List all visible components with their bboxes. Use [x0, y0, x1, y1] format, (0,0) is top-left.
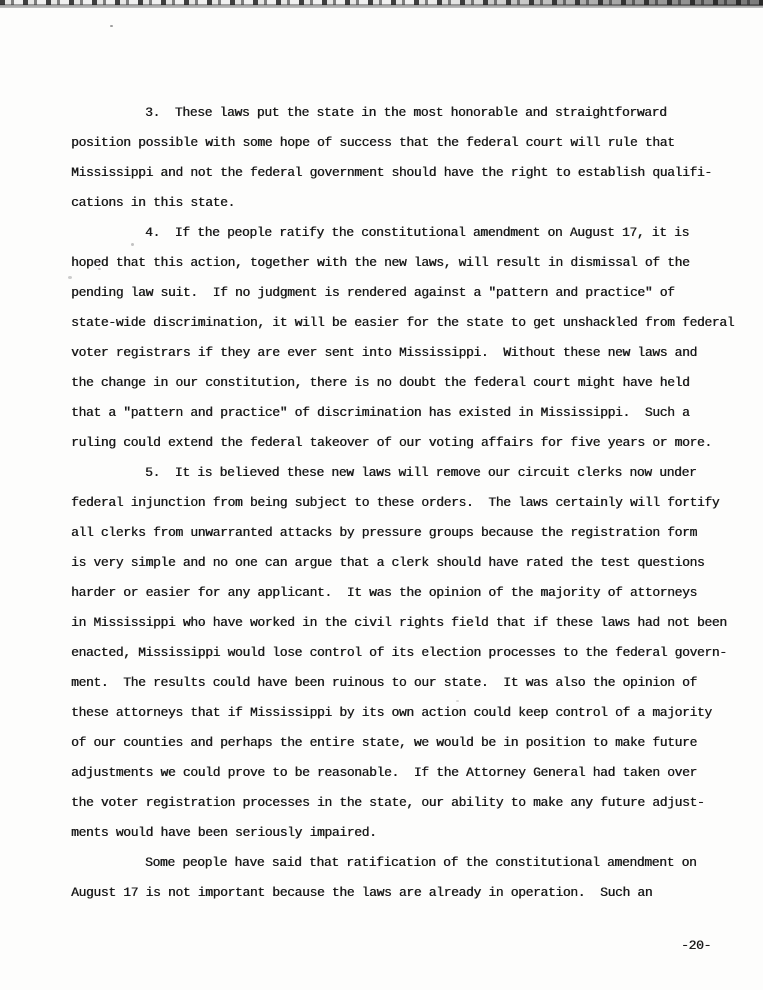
- text-line: August 17 is not important because the laws are already in operation. Such an: [71, 885, 653, 900]
- text-line: these attorneys that if Mississippi by its own action could keep control of a majority: [71, 705, 712, 720]
- text-line: the voter registration processes in the state, our ability to make any future adjust-: [71, 795, 705, 810]
- text-line: harder or easier for any applicant. It was the opinion of the majority of attorneys: [71, 585, 697, 600]
- text-line: that a "pattern and practice" of discrimination has existed in Mississippi. Such a: [71, 405, 690, 420]
- text-line: Some people have said that ratification of the constitutional amendment on: [145, 855, 697, 870]
- text-line: ment. The results could have been ruinous to our state. It was also the opinion of: [71, 675, 697, 690]
- text-line: hoped that this action, together with the new laws, will result in dismissal of the: [71, 255, 690, 270]
- text-line: position possible with some hope of success that the federal court will rule that: [71, 135, 675, 150]
- paragraph: [71, 98, 756, 218]
- text-line: 5. It is believed these new laws will remove our circuit clerks now under: [145, 465, 697, 480]
- text-line: ruling could extend the federal takeover of our voting affairs for five years or more.: [71, 435, 712, 450]
- text-line: Mississippi and not the federal government should have the right to establish qualifi-: [71, 165, 712, 180]
- text-line: the change in our constitution, there is no doubt the federal court might have held: [71, 375, 690, 390]
- text-line: pending law suit. If no judgment is rendered against a "pattern and practice" of: [71, 285, 675, 300]
- page-number: -20-: [681, 938, 712, 953]
- text-line: federal injunction from being subject to these orders. The laws certainly will fortify: [71, 495, 720, 510]
- text-line: is very simple and no one can argue that a clerk should have rated the test questions: [71, 555, 705, 570]
- text-line: of our counties and perhaps the entire state, we would be in position to make future: [71, 735, 697, 750]
- text-line: voter registrars if they are ever sent into Mississippi. Without these new laws and: [71, 345, 697, 360]
- text-line: 3. These laws put the state in the most honorable and straightforward: [145, 105, 667, 120]
- paragraph: [71, 848, 756, 908]
- document-body: [71, 98, 756, 908]
- text-line: in Mississippi who have worked in the civil rights field that if these laws had not been: [71, 615, 727, 630]
- paragraph: [71, 218, 756, 458]
- paragraph: [71, 458, 756, 848]
- scan-speck: [456, 700, 459, 702]
- scan-speck: [131, 243, 134, 246]
- text-line: ments would have been seriously impaired.: [71, 825, 377, 840]
- scan-speck: [110, 25, 113, 27]
- scan-speck: [201, 622, 204, 624]
- text-line: cations in this state.: [71, 195, 235, 210]
- text-line: enacted, Mississippi would lose control of its election processes to the federal govern-: [71, 645, 727, 660]
- scan-speck: [68, 276, 72, 279]
- scan-speck: [98, 268, 101, 270]
- text-line: 4. If the people ratify the constitutional amendment on August 17, it is: [145, 225, 689, 240]
- text-line: adjustments we could prove to be reasonable. If the Attorney General had taken over: [71, 765, 697, 780]
- text-line: state-wide discrimination, it will be easier for the state to get unshackled from federal: [71, 315, 735, 330]
- text-line: all clerks from unwarranted attacks by pressure groups because the registration form: [71, 525, 697, 540]
- scan-artifact-top-edge: [0, 0, 763, 12]
